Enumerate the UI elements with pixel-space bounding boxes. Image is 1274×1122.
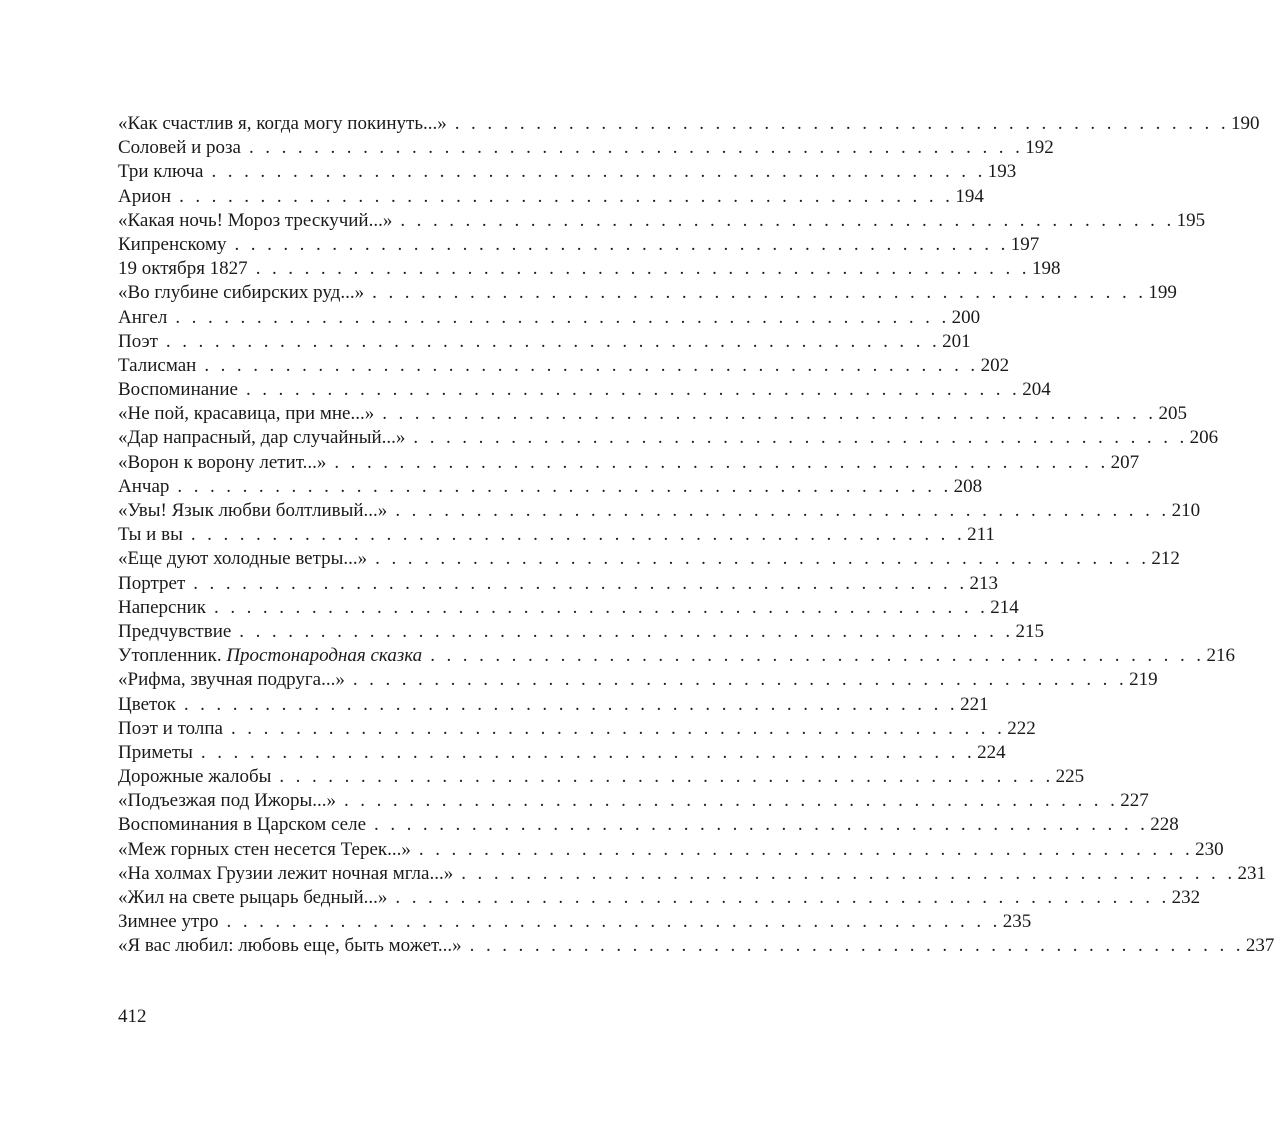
toc-entry [118, 451, 1140, 475]
toc-entry-title-text: Кипренскому [118, 233, 227, 255]
toc-entry [118, 789, 1149, 813]
toc-entry [118, 862, 1266, 886]
toc-entry-page: 214 [990, 596, 1019, 618]
toc-entry-title [118, 523, 183, 547]
toc-entry [118, 838, 1224, 862]
toc-entry-title-text: Воспоминания в Царском селе [118, 814, 367, 836]
toc-entry-page: 212 [1151, 548, 1180, 570]
toc-entry-title [118, 451, 326, 475]
toc-entry [118, 402, 1187, 426]
dot-leader: . . . . . . . . . . . . . . . . . . . . . . . . . . . . . . . . . . . . . . . . . . . . . . . . [343, 790, 1119, 812]
toc-entry-page: 227 [1120, 790, 1149, 812]
toc-entry [118, 693, 989, 717]
toc-entry-page: 207 [1110, 451, 1140, 473]
toc-entry-page: 195 [1176, 209, 1206, 231]
dot-leader: . . . . . . . . . . . . . . . . . . . . . . . . . . . . . . . . . . . . . . . . . . . . . . . . [211, 161, 986, 183]
dot-leader: . . . . . . . . . . . . . . . . . . . . . . . . . . . . . . . . . . . . . . . . . . . . . . . . [400, 209, 1175, 231]
toc-entry-title-text: Арион [118, 185, 172, 207]
toc-entry-page: 216 [1206, 645, 1235, 667]
dot-leader: . . . . . . . . . . . . . . . . . . . . . . . . . . . . . . . . . . . . . . . . . . . . . . . . [190, 524, 966, 546]
toc-entry-page: 200 [951, 306, 981, 328]
dot-leader: . . . . . . . . . . . . . . . . . . . . . . . . . . . . . . . . . . . . . . . . . . . . . . . . [183, 693, 959, 715]
toc-entry-title-text: «Во глубине сибирских руд...» [118, 282, 365, 304]
toc-entry-title-text: Анчар [118, 475, 170, 497]
toc-entry-title [118, 886, 387, 910]
toc-entry-title [118, 572, 185, 596]
toc-entry [118, 644, 1235, 668]
toc-entry-page: 225 [1055, 766, 1085, 788]
toc-entry-title [118, 765, 271, 789]
toc-entry [118, 741, 1006, 765]
toc-entry-page: 221 [960, 693, 989, 715]
toc-entry-title-text: «Как счастлив я, когда могу покинуть...» [118, 113, 447, 134]
toc-entry-page: 201 [942, 330, 971, 352]
dot-leader: . . . . . . . . . . . . . . . . . . . . . . . . . . . . . . . . . . . . . . . . . . . . . . . . [245, 379, 1021, 401]
toc-entry-title [118, 668, 345, 692]
toc-entry-page: 228 [1150, 814, 1179, 836]
toc-entry [118, 354, 1010, 378]
toc-entry-title-text: Ангел [118, 306, 168, 328]
toc-entry-page: 205 [1158, 403, 1187, 425]
toc-entry-title [118, 306, 167, 330]
toc-entry-title-text: Наперсник [118, 596, 207, 618]
dot-leader: . . . . . . . . . . . . . . . . . . . . . . . . . . . . . . . . . . . . . . . . . . . . . . . . [177, 475, 952, 497]
dot-leader: . . . . . . . . . . . . . . . . . . . . . . . . . . . . . . . . . . . . . . . . . . . . . . . . [234, 233, 1009, 255]
dot-leader: . . . . . . . . . . . . . . . . . . . . . . . . . . . . . . . . . . . . . . . . . . . . . . . . [395, 887, 1170, 908]
toc-entry-page: 224 [977, 741, 1006, 763]
toc-entry-title-text: Предчувствие [118, 620, 232, 642]
toc-entry-title [118, 644, 422, 668]
toc-entry-title [118, 813, 366, 837]
dot-leader: . . . . . . . . . . . . . . . . . . . . . . . . . . . . . . . . . . . . . . . . . . . . . . . . [239, 620, 1014, 642]
dot-leader: . . . . . . . . . . . . . . . . . . . . . . . . . . . . . . . . . . . . . . . . . . . . . . . . [430, 645, 1205, 667]
toc-entry-page: 204 [1022, 379, 1051, 401]
dot-leader: . . . . . . . . . . . . . . . . . . . . . . . . . . . . . . . . . . . . . . . . . . . . . . . . [204, 354, 979, 376]
toc-entry-title [118, 136, 241, 160]
toc-entry-title-text: Приметы [118, 741, 193, 763]
toc-entry-title [118, 838, 411, 862]
toc-entry [118, 426, 1219, 450]
toc-entry-page: 230 [1195, 838, 1224, 860]
toc-entry-page: 194 [955, 185, 984, 207]
toc-entry [118, 160, 1017, 184]
toc-entry-title [118, 160, 203, 184]
toc-entry-title-text: 19 октября 1827 [118, 258, 248, 280]
toc-entry-title [118, 596, 206, 620]
dot-leader: . . . . . . . . . . . . . . . . . . . . . . . . . . . . . . . . . . . . . . . . . . . . . . . . [255, 258, 1030, 280]
dot-leader: . . . . . . . . . . . . . . . . . . . . . . . . . . . . . . . . . . . . . . . . . . . . . . . . [418, 838, 1194, 860]
dot-leader: . . . . . . . . . . . . . . . . . . . . . . . . . . . . . . . . . . . . . . . . . . . . . . . . [165, 330, 941, 352]
dot-leader: . . . . . . . . . . . . . . . . . . . . . . . . . . . . . . . . . . . . . . . . . . . . . . . . [179, 185, 954, 207]
toc-entry-title [118, 402, 374, 426]
toc-entry [118, 475, 983, 499]
toc-entry-title-text: «Не пой, красавица, при мне...» [118, 403, 375, 425]
toc-entry [118, 257, 1061, 281]
toc-entry-page: 213 [969, 572, 998, 594]
toc-entry [118, 330, 971, 354]
toc-entry-title [118, 910, 219, 934]
toc-entry-page: 232 [1171, 887, 1201, 908]
toc-entry-title-text: Ты и вы [118, 524, 183, 546]
toc-entry [118, 378, 1051, 402]
toc-entry-title [118, 185, 171, 209]
toc-entry-page: 198 [1031, 258, 1061, 280]
toc-entry-title [118, 862, 453, 886]
page-number: 412 [118, 1006, 147, 1027]
toc-entry-page: 211 [967, 524, 995, 546]
toc-entry-page: 210 [1171, 500, 1201, 521]
toc-entry-page: 193 [987, 161, 1017, 183]
toc-entry [118, 185, 984, 209]
toc-entry-title-text: «Еще дуют холодные ветры...» [118, 548, 368, 570]
toc-entry-title-text: Цветок [118, 693, 176, 715]
toc-entry-page: 202 [980, 354, 1010, 376]
toc-entry [118, 620, 1045, 644]
toc-entry-title-text: Зимнее утро [118, 911, 219, 933]
toc-entry-title [118, 789, 336, 813]
toc-entry-title [118, 547, 367, 571]
toc-entry-title-text: «Подъезжая под Ижоры...» [118, 790, 336, 812]
toc-entry-title [118, 475, 169, 499]
toc-entry-title-text: Портрет [118, 572, 186, 594]
toc-entry-title-text: «Дар напрасный, дар случайный...» [118, 427, 406, 449]
toc-entry-title-text: «Ворон к ворону летит...» [118, 451, 327, 473]
toc-entry-title [118, 281, 364, 305]
toc-entry-page: 208 [953, 475, 983, 497]
toc-entry [118, 547, 1180, 571]
toc-entry-page: 235 [1002, 911, 1032, 933]
dot-leader: . . . . . . . . . . . . . . . . . . . . . . . . . . . . . . . . . . . . . . . . . . . . . . . . [226, 911, 1001, 933]
toc-entry-title [118, 717, 223, 741]
toc-entry [118, 281, 1177, 305]
dot-leader: . . . . . . . . . . . . . . . . . . . . . . . . . . . . . . . . . . . . . . . . . . . . . . . . [374, 814, 1149, 836]
dot-leader: . . . . . . . . . . . . . . . . . . . . . . . . . . . . . . . . . . . . . . . . . . . . . . . . [193, 572, 968, 594]
toc-entry-title [118, 378, 238, 402]
toc-entry [118, 717, 1036, 741]
toc-entry-subtitle: Простонародная сказка [226, 645, 423, 667]
toc-entry [118, 886, 1201, 910]
dot-leader: . . . . . . . . . . . . . . . . . . . . . . . . . . . . . . . . . . . . . . . . . . . . . . . . [200, 741, 976, 763]
toc-entry [118, 934, 1274, 958]
toc-entry-title-text: «Меж горных стен несется Терек...» [118, 838, 411, 860]
toc-entry-title [118, 620, 231, 644]
toc-entry [118, 523, 995, 547]
dot-leader: . . . . . . . . . . . . . . . . . . . . . . . . . . . . . . . . . . . . . . . . . . . . . . . . [230, 717, 1006, 739]
dot-leader: . . . . . . . . . . . . . . . . . . . . . . . . . . . . . . . . . . . . . . . . . . . . . . . . [279, 766, 1054, 788]
dot-leader: . . . . . . . . . . . . . . . . . . . . . . . . . . . . . . . . . . . . . . . . . . . . . . . . [372, 282, 1147, 304]
toc-entry-page: 197 [1010, 233, 1040, 255]
toc-entry [118, 209, 1206, 233]
toc-entry-title [118, 257, 248, 281]
dot-leader: . . . . . . . . . . . . . . . . . . . . . . . . . . . . . . . . . . . . . . . . . . . . . . . . [334, 451, 1109, 473]
toc-entry [118, 499, 1201, 523]
toc-entry-title [118, 330, 158, 354]
dot-leader: . . . . . . . . . . . . . . . . . . . . . . . . . . . . . . . . . . . . . . . . . . . . . . . . [382, 403, 1157, 425]
toc-entry [118, 910, 1032, 934]
toc-entry-title-text: Дорожные жалобы [118, 766, 272, 788]
toc-entry-title-text: «Жил на свете рыцарь бедный...» [118, 887, 388, 908]
toc-entry [118, 136, 1054, 160]
dot-leader: . . . . . . . . . . . . . . . . . . . . . . . . . . . . . . . . . . . . . . . . . . . . . . . . [175, 306, 950, 328]
dot-leader: . . . . . . . . . . . . . . . . . . . . . . . . . . . . . . . . . . . . . . . . . . . . . . . . [461, 862, 1236, 884]
toc-entry-title-text: Воспоминание [118, 379, 238, 401]
table-of-contents [118, 112, 1274, 959]
toc-entry-title-text: Поэт [118, 330, 158, 352]
toc-entry-title [118, 354, 196, 378]
toc-entry-page: 199 [1148, 282, 1177, 304]
toc-entry [118, 596, 1019, 620]
toc-entry [118, 813, 1179, 837]
toc-entry-title-text: Поэт и толпа [118, 717, 223, 739]
toc-entry-page: 190 [1230, 113, 1260, 134]
toc-entry-page: 215 [1015, 620, 1045, 642]
dot-leader: . . . . . . . . . . . . . . . . . . . . . . . . . . . . . . . . . . . . . . . . . . . . . . . . [375, 548, 1150, 570]
toc-entry-title [118, 934, 462, 958]
toc-entry-title [118, 426, 405, 450]
dot-leader: . . . . . . . . . . . . . . . . . . . . . . . . . . . . . . . . . . . . . . . . . . . . . . . . [214, 596, 989, 618]
toc-entry-page: 222 [1007, 717, 1036, 739]
toc-entry [118, 306, 981, 330]
toc-entry-title-text: Утопленник. [118, 645, 222, 667]
toc-entry-title-text: «Увы! Язык любви болтливый...» [118, 500, 388, 521]
toc-entry-page: 231 [1237, 862, 1266, 884]
toc-entry-title [118, 233, 226, 257]
toc-entry-title [118, 499, 387, 523]
toc-entry [118, 572, 998, 596]
toc-entry-title [118, 741, 193, 765]
toc-entry-title-text: Соловей и роза [118, 137, 241, 159]
dot-leader: . . . . . . . . . . . . . . . . . . . . . . . . . . . . . . . . . . . . . . . . . . . . . . . . [395, 500, 1170, 521]
toc-entry-title-text: Талисман [118, 354, 197, 376]
dot-leader: . . . . . . . . . . . . . . . . . . . . . . . . . . . . . . . . . . . . . . . . . . . . . . . . [469, 935, 1244, 957]
dot-leader: . . . . . . . . . . . . . . . . . . . . . . . . . . . . . . . . . . . . . . . . . . . . . . . . [454, 113, 1229, 134]
toc-entry-title-text: «Рифма, звучная подруга...» [118, 669, 345, 691]
toc-entry-title-text: «Я вас любил: любовь еще, быть может...» [118, 935, 462, 957]
toc-entry-title [118, 693, 176, 717]
dot-leader: . . . . . . . . . . . . . . . . . . . . . . . . . . . . . . . . . . . . . . . . . . . . . . . . [413, 427, 1188, 449]
toc-entry [118, 668, 1158, 692]
toc-entry-title-text: Три ключа [118, 161, 204, 183]
dot-leader: . . . . . . . . . . . . . . . . . . . . . . . . . . . . . . . . . . . . . . . . . . . . . . . . [248, 137, 1024, 159]
toc-entry-title [118, 112, 447, 136]
toc-entry [118, 112, 1260, 136]
toc-entry-page: 237 [1245, 935, 1274, 957]
toc-entry-page: 192 [1025, 137, 1054, 159]
toc-entry-page: 206 [1189, 427, 1219, 449]
dot-leader: . . . . . . . . . . . . . . . . . . . . . . . . . . . . . . . . . . . . . . . . . . . . . . . . [352, 669, 1128, 691]
toc-entry [118, 765, 1085, 789]
toc-entry-title [118, 209, 392, 233]
toc-entry [118, 233, 1040, 257]
toc-entry-page: 219 [1129, 669, 1158, 691]
toc-entry-title-text: «Какая ночь! Мороз трескучий...» [118, 209, 393, 231]
toc-entry-title-text: «На холмах Грузии лежит ночная мгла...» [118, 862, 454, 884]
